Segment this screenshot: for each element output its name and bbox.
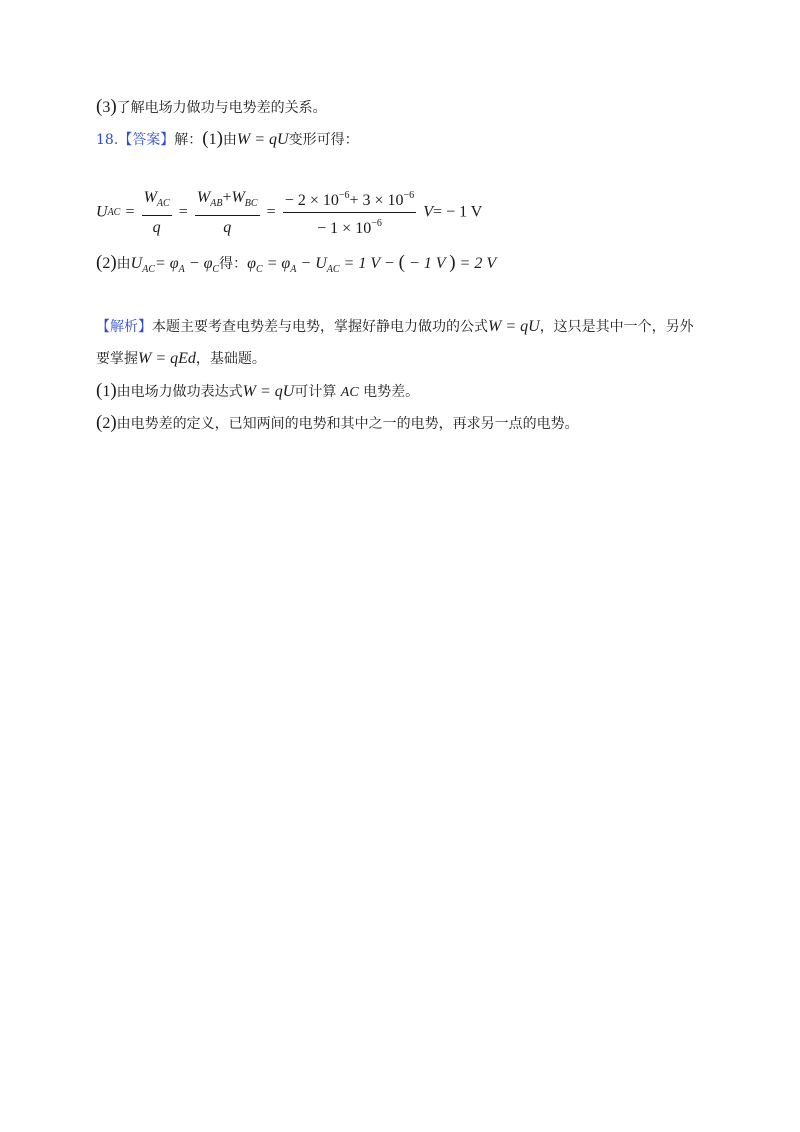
point-text-b: 可计算	[294, 384, 341, 400]
paren-close: )	[110, 380, 117, 401]
u-ac-2: − U	[296, 255, 327, 272]
u-symbol: U	[130, 255, 143, 272]
phi-a-2: = φ	[262, 255, 291, 272]
paren-close: )	[110, 96, 117, 117]
analysis-line-2	[96, 348, 266, 370]
frac3-num-b: + 3 × 10	[349, 192, 404, 209]
equals-3: =	[266, 203, 276, 221]
frac1-den: q	[152, 219, 161, 236]
frac3-num-a: − 2 × 10	[284, 192, 339, 209]
point-number: 3	[102, 99, 111, 116]
equals-1: =	[125, 203, 135, 221]
frac3-den: − 1 × 10	[317, 220, 372, 237]
paren-open: (	[398, 252, 405, 273]
frac1-num: W	[143, 189, 157, 206]
by-text: 由	[116, 256, 131, 272]
final-value: = 2 V	[455, 255, 497, 272]
frac1-num-sub: AC	[156, 198, 170, 209]
inner-value: − 1 V	[404, 255, 450, 272]
analysis-point-2	[96, 412, 579, 435]
part-number: 2	[102, 255, 111, 272]
phi-c-2: φ	[247, 255, 256, 272]
point-number: 2	[102, 415, 111, 432]
analysis-text-1: 本题主要考查电势差与电势，掌握好静电力做功的公式	[152, 319, 488, 335]
uac-formula	[96, 186, 482, 239]
lhs-sub: AC	[107, 207, 121, 218]
point-number: 1	[102, 383, 111, 400]
answer-tag: 【答案】	[118, 132, 175, 148]
de-text: 得：	[219, 256, 248, 272]
lhs-u: U	[96, 203, 108, 221]
line-part-2	[96, 252, 496, 281]
frac3-num-b-exp: −6	[403, 190, 415, 201]
analysis-text-3: 要掌握	[96, 351, 138, 367]
analysis-text-2: ，这只是其中一个，另外	[539, 319, 694, 335]
part-number: 1	[208, 131, 217, 148]
phi-a: = φ	[155, 255, 179, 272]
point-text-a: 由电场力做功表达式	[116, 384, 243, 400]
paren-close: )	[110, 252, 117, 273]
frac3-den-exp: −6	[371, 218, 382, 229]
point-text: 了解电场力做功与电势差的关系。	[116, 100, 327, 116]
phi-c-2-sub: C	[255, 264, 263, 275]
question-number: 18.	[96, 132, 119, 148]
point-text: 由电势差的定义，已知两间的电势和其中之一的电势，再求另一点的电势。	[116, 416, 579, 432]
phi-a-sub: A	[178, 264, 185, 275]
answer-intro: 解：	[174, 132, 203, 148]
fraction-3	[283, 186, 416, 239]
frac2-num-a: W	[196, 189, 211, 206]
frac2-plus: +	[222, 189, 232, 206]
after-text: 变形可得：	[288, 132, 359, 148]
paren-open: (	[202, 128, 209, 149]
u-ac-2-sub: AC	[326, 264, 340, 275]
ac-symbol: AC	[340, 385, 359, 400]
formula-w-qu: W = qU	[236, 131, 289, 148]
unit-v: V	[423, 203, 434, 221]
by-text: 由	[222, 132, 237, 148]
paren-open: (	[96, 96, 103, 117]
analysis-text-4: ，基础题。	[195, 351, 266, 367]
formula-w-qu: W = qU	[242, 383, 295, 400]
phi-c-sub: C	[212, 264, 220, 275]
analysis-line-1	[96, 316, 694, 338]
point-text-c: 电势差。	[358, 384, 420, 400]
line-point-3	[96, 96, 327, 119]
analysis-point-1	[96, 380, 419, 404]
u-sub: AC	[142, 264, 155, 275]
formula-w-qu: W = qU	[488, 318, 540, 335]
value-text: = 1 V −	[339, 255, 399, 272]
phi-c: − φ	[184, 255, 213, 272]
frac2-num-b-sub: BC	[244, 198, 258, 209]
paren-open: (	[96, 252, 103, 273]
frac2-num-b: W	[231, 189, 245, 206]
answer-line	[96, 128, 359, 151]
paren-close: )	[449, 252, 456, 273]
phi-a-2-sub: A	[290, 264, 297, 275]
paren-open: (	[96, 380, 103, 401]
frac2-num-a-sub: AB	[210, 198, 223, 209]
fraction-2	[195, 187, 260, 238]
frac2-den: q	[223, 219, 232, 236]
paren-close: )	[216, 128, 223, 149]
equals-2: =	[178, 203, 188, 221]
fraction-1	[142, 187, 172, 238]
result: = − 1 V	[433, 203, 483, 221]
analysis-tag: 【解析】	[96, 319, 152, 335]
paren-close: )	[110, 412, 117, 433]
paren-open: (	[96, 412, 103, 433]
formula-w-qed: W = qEd	[138, 350, 196, 367]
frac3-num-a-exp: −6	[338, 190, 350, 201]
